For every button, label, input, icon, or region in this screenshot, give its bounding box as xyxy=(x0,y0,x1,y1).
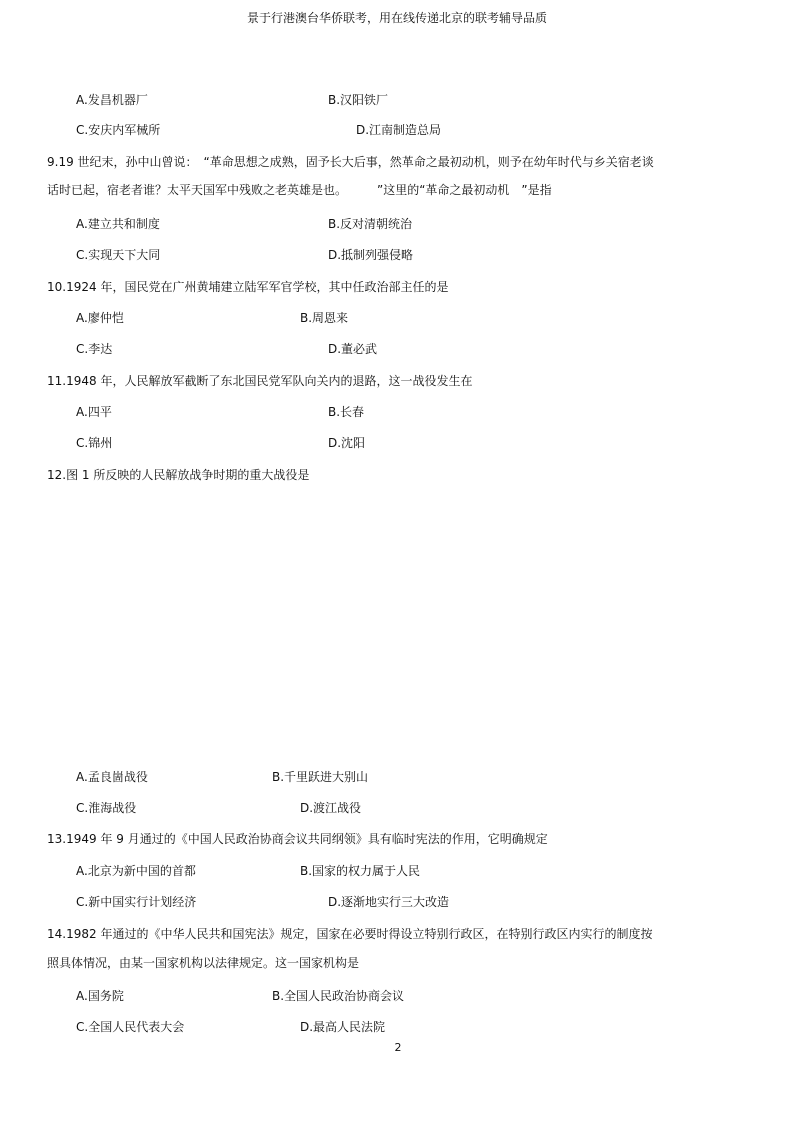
q14-stem-line2: 照具体情况，由某一国家机构以法律规定。这一国家机构是 xyxy=(47,956,360,970)
q13-option-d: D.逐渐地实行三大改造 xyxy=(328,895,450,909)
q8-option-b: B.汉阳铁厂 xyxy=(328,93,389,107)
q9-option-a: A.建立共和制度 xyxy=(76,217,160,231)
q13-option-a: A.北京为新中国的首都 xyxy=(76,864,196,878)
q10-option-d: D.董必武 xyxy=(328,342,378,356)
q10-option-c: C.李达 xyxy=(76,342,113,356)
q9-option-c: C.实现天下大同 xyxy=(76,248,161,262)
q10-option-b: B.周恩来 xyxy=(300,311,349,325)
q9-stem-line2: 话时已起，宿老者谁？太平天国军中残败之老英雄是也。 ”这里的“革命之最初动机 ”是指 xyxy=(47,183,552,197)
q12-option-c: C.淮海战役 xyxy=(76,801,137,815)
q10-option-a: A.廖仲恺 xyxy=(76,311,124,325)
q11-stem: 11.1948 年，人民解放军截断了东北国民党军队向关内的退路，这一战役发生在 xyxy=(47,374,473,388)
q12-option-a: A.孟良崮战役 xyxy=(76,770,148,784)
page-header: 景于行港澳台华侨联考，用在线传递北京的联考辅导品质 xyxy=(246,11,547,25)
q8-option-d: D.江南制造总局 xyxy=(356,123,442,137)
q14-option-c: C.全国人民代表大会 xyxy=(76,1020,185,1034)
q11-option-d: D.沈阳 xyxy=(328,436,366,450)
page-number: 2 xyxy=(394,1041,402,1054)
q9-option-b: B.反对清朝统治 xyxy=(328,217,413,231)
q8-option-a: A.发昌机器厂 xyxy=(76,93,148,107)
q11-option-c: C.锦州 xyxy=(76,436,113,450)
q8-option-c: C.安庆内军械所 xyxy=(76,123,161,137)
q14-option-a: A.国务院 xyxy=(76,989,124,1003)
q14-option-d: D.最高人民法院 xyxy=(300,1020,386,1034)
q11-option-a: A.四平 xyxy=(76,405,112,419)
q13-option-b: B.国家的权力属于人民 xyxy=(300,864,421,878)
q9-option-d: D.抵制列强侵略 xyxy=(328,248,414,262)
q9-stem-line1: 9.19 世纪末，孙中山曾说： “革命思想之成熟，固予长大后事，然革命之最初动机，则予在幼年时代与乡关宿老谈 xyxy=(47,155,654,169)
figure-1-blank-area xyxy=(60,490,740,760)
q12-option-b: B.千里跃进大别山 xyxy=(272,770,369,784)
q13-stem: 13.1949 年 9 月通过的《中国人民政治协商会议共同纲领》具有临时宪法的作用，它明确规定 xyxy=(47,832,548,846)
q12-option-d: D.渡江战役 xyxy=(300,801,362,815)
q11-option-b: B.长春 xyxy=(328,405,365,419)
q13-option-c: C.新中国实行计划经济 xyxy=(76,895,197,909)
q14-option-b: B.全国人民政治协商会议 xyxy=(272,989,405,1003)
q14-stem-line1: 14.1982 年通过的《中华人民共和国宪法》规定，国家在必要时得设立特别行政区，在特别行政区内实行的制度按 xyxy=(47,927,653,941)
q12-stem: 12.图 1 所反映的人民解放战争时期的重大战役是 xyxy=(47,468,310,482)
q10-stem: 10.1924 年，国民党在广州黄埔建立陆军军官学校，其中任政治部主任的是 xyxy=(47,280,449,294)
